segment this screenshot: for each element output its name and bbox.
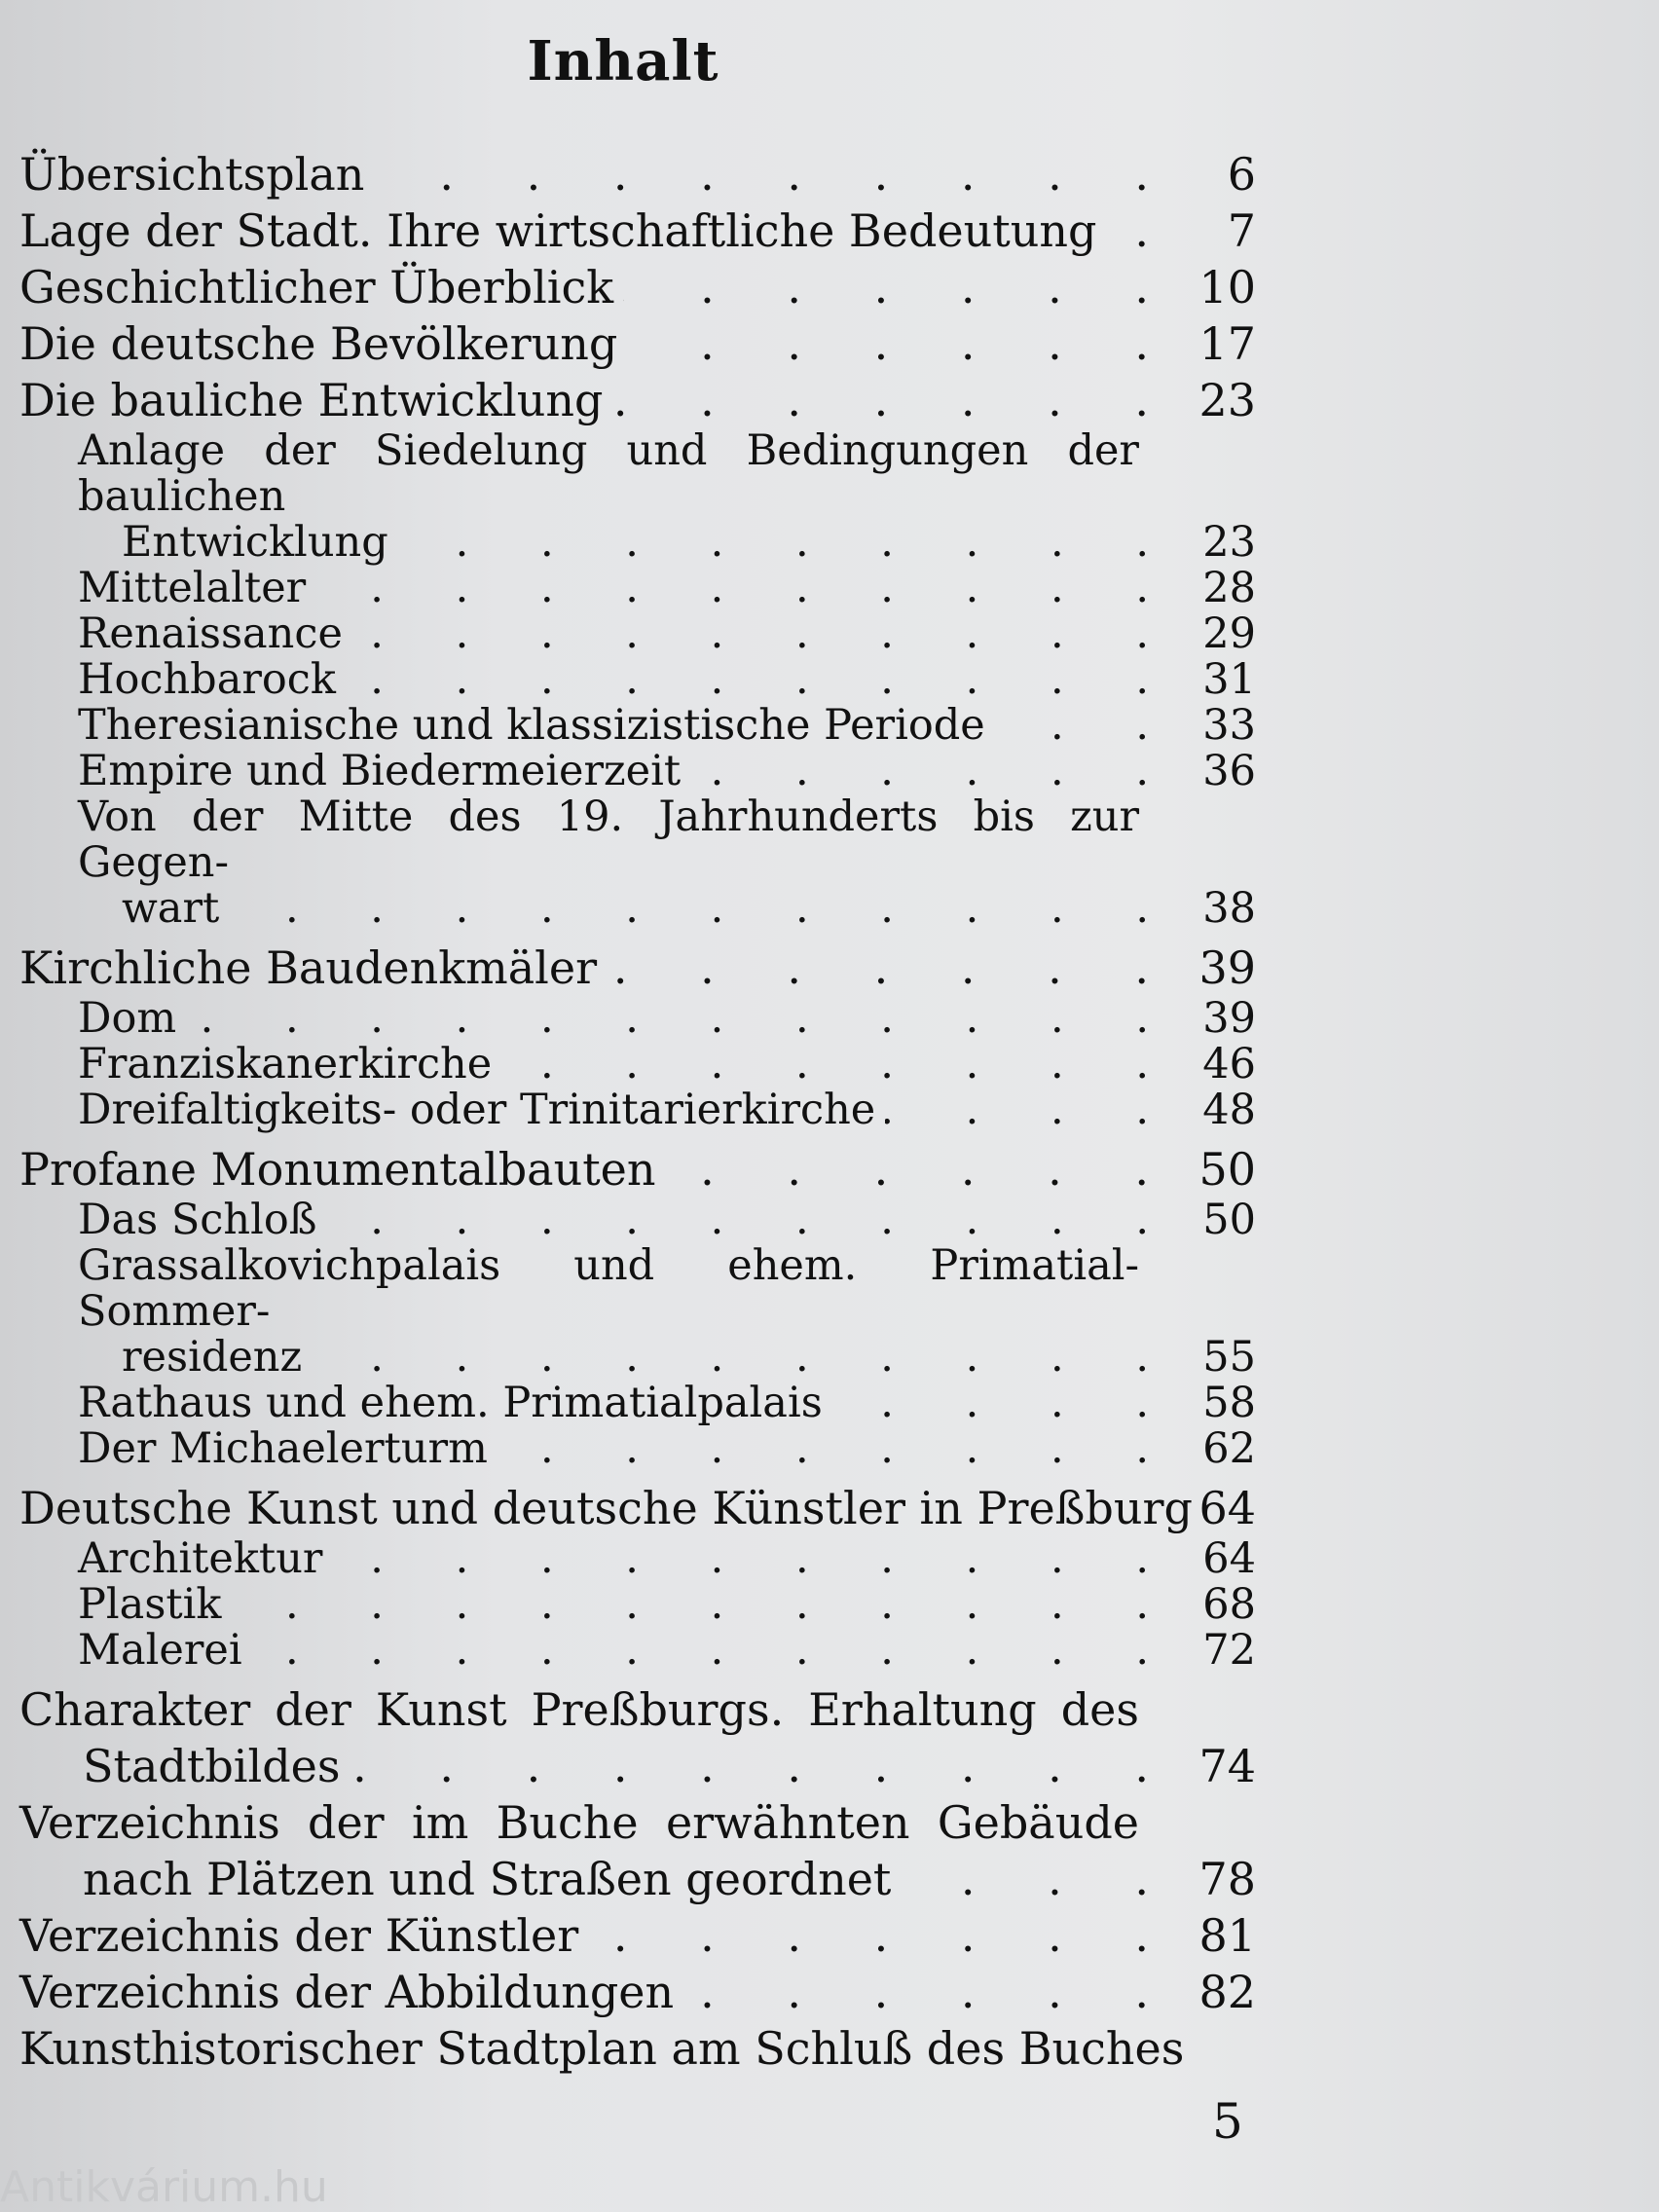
watermark: Antikvárium.hu (0, 2162, 328, 2212)
toc-page: 23 (1202, 518, 1256, 567)
toc-label: Lage der Stadt. Ihre wirtschaftliche Bedeutung (19, 204, 1097, 257)
toc-label: Architektur (78, 1534, 323, 1583)
toc-label: Deutsche Kunst und deutsche Künstler in Preßburg (19, 1482, 1193, 1534)
toc-label: Stadtbildes (83, 1740, 341, 1792)
toc-label: Profane Monumentalbauten (19, 1143, 656, 1196)
toc-entry (19, 1628, 1256, 1674)
toc-entry (19, 886, 1256, 932)
page-number: 5 (1212, 2093, 1243, 2150)
toc-page: 31 (1202, 655, 1256, 704)
toc-label: Franziskanerkirche (78, 1040, 493, 1088)
toc-label: Hochbarock (78, 655, 336, 704)
toc-label: Dom (78, 994, 177, 1043)
toc-label: wart (122, 884, 220, 933)
toc-label: Empire und Biedermeierzeit (78, 747, 682, 795)
leader-dots (901, 1851, 1178, 1907)
toc-page: 33 (1202, 701, 1256, 750)
toc-label: Entwicklung (122, 518, 388, 567)
toc-label: Übersichtsplan (19, 148, 365, 201)
toc-entry (19, 1198, 1256, 1243)
leader-dots (231, 1582, 1178, 1628)
toc-label: nach Plätzen und Straßen geordnet (83, 1853, 892, 1905)
toc-entry (19, 1042, 1256, 1088)
toc-page: 48 (1202, 1086, 1256, 1134)
toc-entry (19, 996, 1256, 1042)
toc-entry (19, 1851, 1256, 1907)
leader-dots (252, 1628, 1178, 1674)
toc-page: 68 (1202, 1580, 1256, 1629)
toc-entry (19, 1335, 1256, 1381)
leader-dots (346, 657, 1178, 703)
toc-label: Malerei (78, 1626, 242, 1675)
toc-entry (19, 1738, 1256, 1794)
toc-label: Dreifaltigkeits- oder Trinitarierkirche (78, 1086, 876, 1134)
leader-dots (332, 1536, 1178, 1582)
toc-entry (19, 703, 1256, 749)
toc-page: 55 (1202, 1333, 1256, 1382)
toc-page: 7 (1227, 204, 1256, 257)
leader-dots (326, 1198, 1178, 1243)
toc-label: Die deutsche Bevölkerung (19, 317, 618, 370)
leader-dots (832, 1381, 1178, 1426)
toc-page: 50 (1198, 1143, 1256, 1196)
leader-dots (1106, 203, 1178, 259)
toc-label: Das Schloß (78, 1196, 317, 1244)
leader-dots (315, 566, 1178, 611)
leader-dots (627, 315, 1178, 372)
toc-page: 39 (1198, 941, 1256, 994)
toc-label: Die bauliche Entwicklung (19, 374, 604, 426)
toc-entry (19, 1426, 1256, 1472)
leader-dots (623, 259, 1178, 315)
toc-page: 74 (1198, 1740, 1256, 1792)
toc-page: 23 (1198, 374, 1256, 426)
toc-entry (19, 566, 1256, 611)
leader-dots (612, 372, 1178, 428)
toc-label: Kunsthistorischer Stadtplan am Schluß des Buches (19, 2022, 1185, 2075)
toc-label: Renaissance (78, 609, 343, 658)
toc-entry (19, 1536, 1256, 1582)
toc-entry (19, 2020, 1256, 2077)
leader-dots (352, 611, 1178, 657)
toc-label: Verzeichnis der Künstler (19, 1909, 579, 1962)
toc-page: 64 (1202, 1534, 1256, 1583)
toc-entry (19, 1141, 1256, 1198)
toc-label: Verzeichnis der Abbildungen (19, 1966, 675, 2018)
toc-page: 78 (1198, 1853, 1256, 1905)
toc-entry (19, 203, 1256, 259)
leader-dots (374, 146, 1178, 203)
leader-dots (350, 1738, 1179, 1794)
toc-entry (19, 1582, 1256, 1628)
toc-page: 72 (1202, 1626, 1256, 1675)
toc-page: 29 (1202, 609, 1256, 658)
toc-page: 46 (1202, 1040, 1256, 1088)
toc-label: Plastik (78, 1580, 222, 1629)
toc-label-line: Anlage der Siedelung und Bedingungen der baulichen (78, 426, 1139, 521)
toc-entry (19, 259, 1256, 315)
toc-entry (19, 315, 1256, 372)
toc-entry (19, 611, 1256, 657)
toc-page: 50 (1202, 1196, 1256, 1244)
toc-entry (19, 1964, 1256, 2020)
toc-label: Der Michaelerturm (78, 1424, 488, 1473)
toc-label-line: Charakter der Kunst Preßburgs. Erhaltung des (19, 1683, 1139, 1736)
toc-page: 82 (1198, 1966, 1256, 2018)
toc-page: 6 (1227, 148, 1256, 201)
toc-page: 38 (1202, 884, 1256, 933)
toc-entry (19, 146, 1256, 203)
toc-label-line: Von der Mitte des 19. Jahrhunderts bis zur Gegen- (78, 793, 1139, 887)
toc-label: Kirchliche Baudenkmäler (19, 941, 598, 994)
toc-entry (19, 520, 1256, 566)
toc-label-line: Verzeichnis der im Buche erwähnten Gebäude (19, 1796, 1139, 1849)
leader-dots (607, 940, 1178, 996)
toc-entry (19, 1088, 1256, 1133)
toc-entry (19, 372, 1256, 428)
toc-page: 62 (1202, 1424, 1256, 1473)
toc-page: 64 (1198, 1482, 1256, 1534)
toc-entry (19, 1381, 1256, 1426)
toc-page: 17 (1198, 317, 1256, 370)
toc-page: 36 (1202, 747, 1256, 795)
leader-dots (666, 1141, 1178, 1198)
page-title: Inhalt (527, 29, 719, 93)
leader-dots (995, 703, 1178, 749)
toc-entry (19, 1480, 1256, 1536)
leader-dots (683, 1964, 1178, 2020)
leader-dots (690, 749, 1178, 794)
leader-dots (186, 996, 1178, 1042)
toc-page: 81 (1198, 1909, 1256, 1962)
toc-page: 28 (1202, 564, 1256, 612)
toc-label-line: Grassalkovichpalais und ehem. Primatial-Sommer- (78, 1241, 1139, 1336)
table-of-contents (19, 146, 1256, 2077)
toc-label: Mittelalter (78, 564, 307, 612)
toc-page: 10 (1198, 261, 1256, 313)
toc-entry (19, 1907, 1256, 1964)
toc-entry (19, 749, 1256, 794)
leader-dots (229, 886, 1178, 932)
toc-label: Theresianische und klassizistische Periode (78, 701, 985, 750)
toc-label: Geschichtlicher Überblick (19, 261, 614, 313)
leader-dots (398, 520, 1178, 566)
leader-dots (885, 1088, 1178, 1133)
leader-dots (498, 1426, 1178, 1472)
toc-label: residenz (122, 1333, 303, 1382)
leader-dots (501, 1042, 1178, 1088)
toc-label: Rathaus und ehem. Primatialpalais (78, 1379, 823, 1427)
leader-dots (588, 1907, 1178, 1964)
leader-dots (312, 1335, 1178, 1381)
toc-page: 39 (1202, 994, 1256, 1043)
toc-page: 58 (1202, 1379, 1256, 1427)
toc-entry (19, 940, 1256, 996)
toc-entry (19, 657, 1256, 703)
